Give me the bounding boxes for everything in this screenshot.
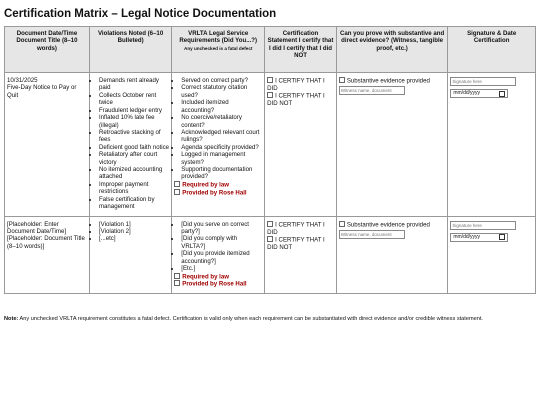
- witness-input[interactable]: [339, 86, 405, 95]
- date-input[interactable]: [450, 233, 508, 242]
- provided-by-rose-hall-option[interactable]: [174, 189, 262, 197]
- required-by-law-checkbox[interactable]: [174, 273, 180, 279]
- document-text: Five-Day Notice to Pay or Quit: [7, 84, 77, 99]
- certify-did-option[interactable]: [267, 77, 334, 92]
- requirement-item: • No coercive/retaliatory content?: [181, 114, 262, 129]
- certification-cell: [265, 73, 337, 217]
- evidence-checkbox[interactable]: [339, 221, 345, 227]
- date-placeholder: mm/dd/yyyy: [453, 234, 481, 241]
- required-by-law-option[interactable]: [174, 181, 262, 189]
- certification-table: [4, 26, 536, 294]
- violation-item: • Fraudulent ledger entry: [99, 107, 169, 114]
- certify-did-not-label: I CERTIFY THAT I DID NOT: [267, 236, 325, 251]
- document-cell: [5, 73, 90, 217]
- footnote: [4, 316, 536, 323]
- signature-input[interactable]: [450, 221, 516, 230]
- requirements-list: [174, 221, 262, 273]
- required-by-law-option[interactable]: [174, 273, 262, 281]
- certify-did-checkbox[interactable]: [267, 77, 273, 83]
- violations-list: [92, 77, 169, 211]
- note-label: Note:: [4, 316, 19, 323]
- header-document: Document Date/Time Document Title (8–10 words): [5, 27, 90, 73]
- violation-item: • [...etc]: [99, 235, 169, 242]
- document-text: 10/31/2025: [7, 77, 38, 84]
- violation-item: • Collects October rent twice: [99, 92, 169, 107]
- evidence-cell: [336, 216, 448, 294]
- requirement-item: • [Did you serve on correct party?]: [181, 221, 262, 236]
- requirement-item: • Logged in management system?: [181, 151, 262, 166]
- violation-item: • Retaliatory after court victory: [99, 151, 169, 166]
- table-row: [5, 73, 536, 217]
- required-by-law-checkbox[interactable]: [174, 181, 180, 187]
- violation-item: • [Violation 1]: [99, 221, 169, 228]
- calendar-icon[interactable]: [499, 234, 505, 240]
- violation-item: • Improper payment restrictions: [99, 181, 169, 196]
- requirement-item: • Acknowledged relevant court rulings?: [181, 129, 262, 144]
- requirement-item: • Included itemized accounting?: [181, 99, 262, 114]
- provided-by-rose-hall-label: Provided by Rose Hall: [182, 189, 247, 197]
- requirements-list: [174, 77, 262, 181]
- document-text: [Placeholder: Enter Document Date/Time]: [7, 220, 67, 236]
- header-requirements-label: VRLTA Legal Service Requirements (Did You...?): [179, 30, 258, 45]
- document-text: [Placeholder: Document Title (8–10 words)]: [7, 235, 85, 250]
- certify-did-option[interactable]: [267, 221, 334, 236]
- provided-by-rose-hall-checkbox[interactable]: [174, 280, 180, 286]
- evidence-checkbox[interactable]: [339, 77, 345, 83]
- violation-item: • Demands rent already paid: [99, 77, 169, 92]
- violation-item: • Retroactive stacking of fees: [99, 129, 169, 144]
- violation-item: • Inflated 10% late fee (illegal): [99, 114, 169, 129]
- header-certification: Certification Statement I certify that I did I certify that I did NOT: [265, 27, 337, 73]
- evidence-label: Substantive evidence provided: [346, 77, 430, 85]
- provided-by-rose-hall-checkbox[interactable]: [174, 189, 180, 195]
- page-title: Certification Matrix – Legal Notice Documentation: [4, 8, 277, 20]
- violations-cell: [89, 216, 171, 294]
- requirement-item: • [Did you comply with VRLTA?]: [181, 235, 262, 250]
- certify-did-label: I CERTIFY THAT I DID: [267, 77, 325, 92]
- certification-cell: [265, 216, 337, 294]
- header-signature: Signature & Date Certification: [448, 27, 536, 73]
- violations-cell: [89, 73, 171, 217]
- date-placeholder: mm/dd/yyyy: [453, 90, 481, 97]
- required-by-law-label: Required by law: [182, 181, 229, 189]
- certify-did-not-checkbox[interactable]: [267, 92, 273, 98]
- violations-list: [92, 221, 169, 243]
- requirement-item: • Supporting documentation provided?: [181, 166, 262, 181]
- provided-by-rose-hall-option[interactable]: [174, 280, 262, 288]
- requirements-cell: [172, 73, 265, 217]
- evidence-cell: [336, 73, 448, 217]
- witness-input[interactable]: [339, 230, 405, 239]
- certify-did-label: I CERTIFY THAT I DID: [267, 221, 325, 236]
- requirement-item: • [Did you provide itemized accounting?]: [181, 250, 262, 265]
- violation-item: • Deficient good faith notice: [99, 144, 169, 151]
- date-input[interactable]: [450, 89, 508, 98]
- requirement-item: • Agenda specificity provided?: [181, 144, 262, 151]
- certify-did-not-option[interactable]: [267, 236, 334, 251]
- document-cell: [5, 216, 90, 294]
- signature-cell: [448, 73, 536, 217]
- header-requirements: [172, 27, 265, 73]
- calendar-icon[interactable]: [499, 91, 505, 97]
- evidence-option[interactable]: [339, 77, 446, 85]
- header-violations: Violations Noted (6–10 Bulleted): [89, 27, 171, 73]
- table-row: [5, 216, 536, 294]
- violation-item: • [Violation 2]: [99, 228, 169, 235]
- provided-by-rose-hall-label: Provided by Rose Hall: [182, 280, 247, 288]
- signature-cell: [448, 216, 536, 294]
- requirement-item: • Served on correct party?: [181, 77, 262, 84]
- requirement-item: • Correct statutory citation used?: [181, 84, 262, 99]
- required-by-law-label: Required by law: [182, 273, 229, 281]
- certify-did-not-option[interactable]: [267, 92, 334, 107]
- violation-item: • No itemized accounting attached: [99, 166, 169, 181]
- header-row: [5, 27, 536, 73]
- header-requirements-note: Any unchecked is a fatal defect: [184, 45, 253, 51]
- requirement-item: • [Etc.]: [181, 265, 262, 272]
- violation-item: • False certification by management: [99, 196, 169, 211]
- evidence-option[interactable]: [339, 221, 446, 229]
- certify-did-not-label: I CERTIFY THAT I DID NOT: [267, 92, 325, 108]
- evidence-label: Substantive evidence provided: [346, 221, 430, 229]
- certify-did-checkbox[interactable]: [267, 221, 273, 227]
- header-evidence: Can you prove with substantive and direct evidence? (Witness, tangible proof, etc.): [336, 27, 448, 73]
- signature-input[interactable]: [450, 77, 516, 86]
- requirements-cell: [172, 216, 265, 294]
- note-text: Any unchecked VRLTA requirement constitutes a fatal defect. Certification is valid only when each requirement can be substantiated with direct evidence and/or credible witness statement.: [18, 316, 483, 323]
- certify-did-not-checkbox[interactable]: [267, 236, 273, 242]
